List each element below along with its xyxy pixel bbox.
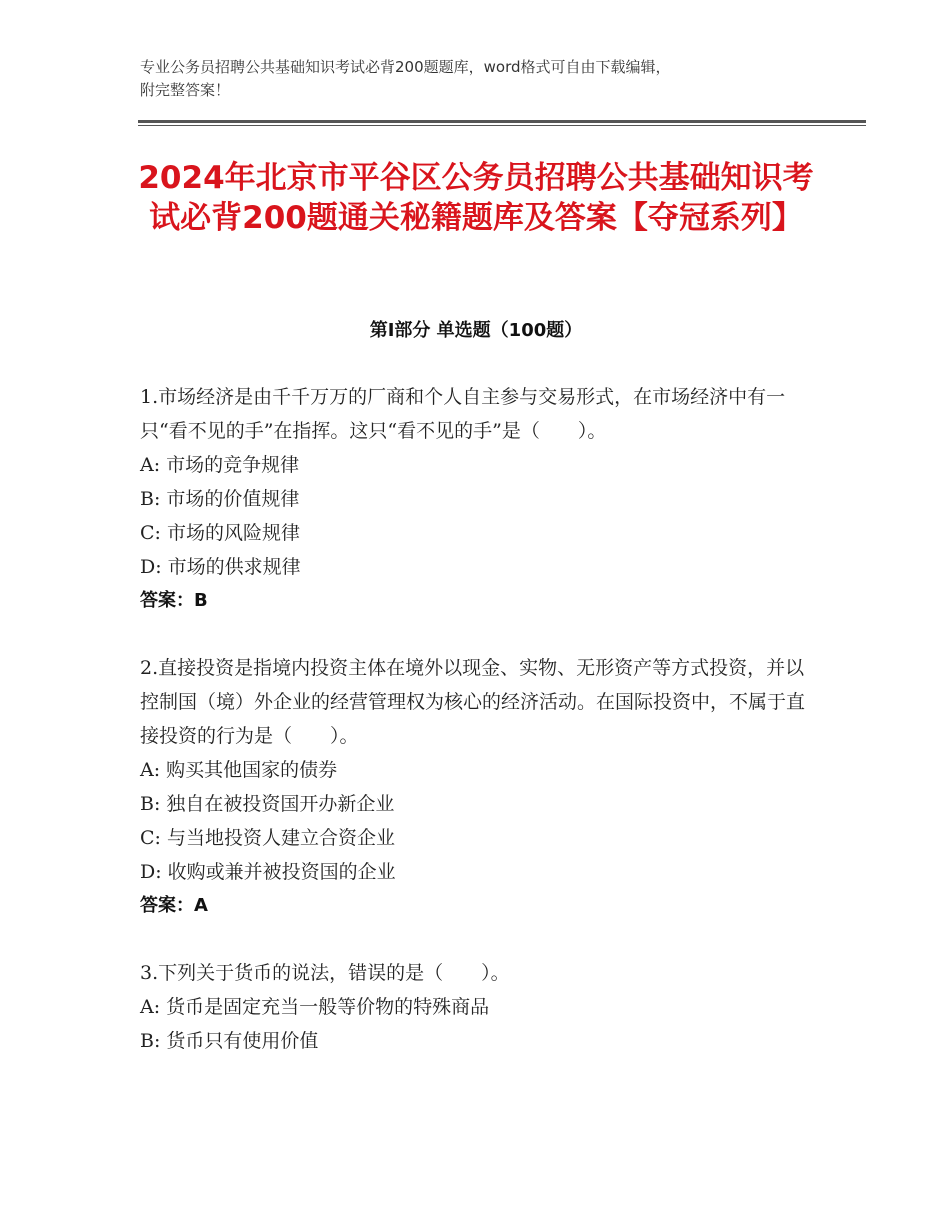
question-stem: 2.直接投资是指境内投资主体在境外以现金、实物、无形资产等方式投资，并以控制国（境）外企业的经营管理权为核心的经济活动。在国际投资中，不属于直接投资的行为是（ ）。	[140, 657, 806, 747]
section-title: 第Ⅰ部分 单选题（100题）	[369, 320, 583, 341]
question-stem: 1.市场经济是由千千万万的厂商和个人自主参与交易形式，在市场经济中有一只“看不见的手”在指挥。这只“看不见的手”是（ ）。	[140, 386, 786, 442]
document-title: 2024年北京市平谷区公务员招聘公共基础知识考试必背200题通关秘籍题库及答案【夺冠系列】	[138, 160, 814, 236]
answer: 答案：A	[140, 895, 208, 916]
option-c: C: 市场的风险规律	[140, 522, 300, 544]
question-2	[140, 651, 812, 923]
option-c: C: 与当地投资人建立合资企业	[140, 827, 395, 849]
option-d: D: 市场的供求规律	[140, 556, 301, 578]
option-a: A: 市场的竞争规律	[140, 454, 300, 476]
option-b: B: 市场的价值规律	[140, 488, 300, 510]
question-3	[140, 956, 812, 1058]
answer: 答案：B	[140, 590, 208, 611]
option-a: A: 货币是固定充当一般等价物的特殊商品	[140, 996, 490, 1018]
question-1	[140, 380, 812, 618]
header-divider-thin	[138, 125, 866, 126]
question-stem: 3.下列关于货币的说法，错误的是（ ）。	[140, 962, 510, 984]
option-b: B: 独自在被投资国开办新企业	[140, 793, 395, 815]
option-d: D: 收购或兼并被投资国的企业	[140, 861, 396, 883]
option-a: A: 购买其他国家的债券	[140, 759, 338, 781]
header-divider	[138, 120, 866, 123]
question-list	[140, 380, 812, 1091]
option-b: B: 货币只有使用价值	[140, 1030, 319, 1052]
header-note: 专业公务员招聘公共基础知识考试必背200题题库，word格式可自由下载编辑， 附完整答案！	[140, 58, 671, 99]
